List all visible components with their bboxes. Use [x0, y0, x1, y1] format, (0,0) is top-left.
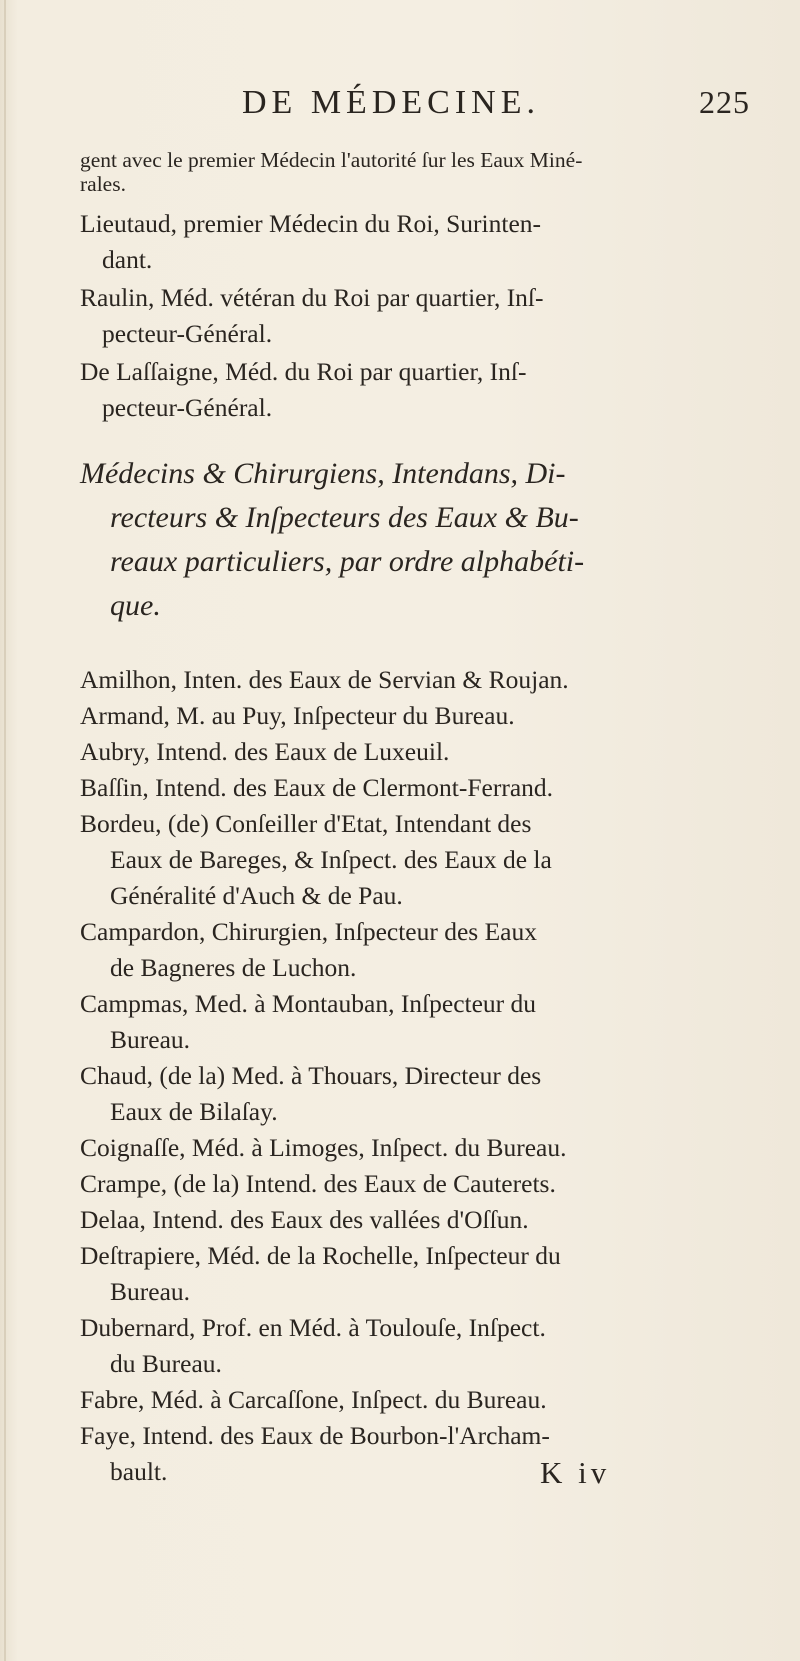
officer-entry: [80, 354, 752, 426]
entry-line: pecteur-Général.: [102, 393, 273, 422]
entry-line: Campmas, Med. à Montauban, Inſpecteur du: [80, 989, 537, 1018]
list-item: [80, 1382, 752, 1418]
entry-line: Crampe, (de la) Intend. des Eaux de Cauterets.: [80, 1169, 556, 1198]
entry-line: Aubry, Intend. des Eaux de Luxeuil.: [80, 737, 450, 766]
entry-line: Armand, M. au Puy, Inſpecteur du Bureau.: [80, 701, 515, 730]
list-item: [80, 986, 752, 1058]
list-item: [80, 1238, 752, 1310]
heading-line: que.: [110, 589, 161, 622]
entry-line: Baſſin, Intend. des Eaux de Clermont-Ferrand.: [80, 773, 554, 802]
alphabetical-list: [80, 662, 752, 1490]
list-item: [80, 1130, 752, 1166]
entry-line: Bureau.: [110, 1025, 191, 1054]
entry-line: Amilhon, Inten. des Eaux de Servian & Roujan.: [80, 665, 569, 694]
page-number: 225: [699, 84, 750, 120]
page-gutter: [4, 0, 6, 1661]
entry-line: Faye, Intend. des Eaux de Bourbon-l'Archam-: [80, 1421, 550, 1450]
entry-line: Delaa, Intend. des Eaux des vallées d'Oſſun.: [80, 1205, 529, 1234]
page-header: [80, 84, 750, 132]
list-item: [80, 914, 752, 986]
list-item: [80, 770, 752, 806]
entry-line: De Laſſaigne, Méd. du Roi par quartier, Inſ-: [80, 357, 527, 386]
entry-line: Deſtrapiere, Méd. de la Rochelle, Inſpecteur du: [80, 1241, 561, 1270]
section-heading: [80, 452, 752, 628]
entry-line: Fabre, Méd. à Carcaſſone, Inſpect. du Bureau.: [80, 1385, 547, 1414]
list-item: [80, 1418, 752, 1490]
heading-line: recteurs & Inſpecteurs des Eaux & Bu-: [110, 501, 579, 534]
list-item: [80, 1310, 752, 1382]
entry-line: Eaux de Bilaſay.: [110, 1097, 278, 1126]
entry-line: de Bagneres de Luchon.: [110, 953, 357, 982]
entry-line: bault.: [110, 1457, 168, 1486]
page-content: [80, 148, 752, 1490]
list-item: [80, 1058, 752, 1130]
list-item: [80, 734, 752, 770]
entry-line: Eaux de Bareges, & Inſpect. des Eaux de la: [110, 845, 552, 874]
entry-line: Dubernard, Prof. en Méd. à Toulouſe, Inſpect.: [80, 1313, 546, 1342]
running-head: DE MÉDECINE.: [242, 84, 540, 121]
list-item: [80, 1166, 752, 1202]
entry-line: Coignaſſe, Méd. à Limoges, Inſpect. du Bureau.: [80, 1133, 567, 1162]
entry-line: Bureau.: [110, 1277, 191, 1306]
officer-entry: [80, 206, 752, 278]
entry-line: Campardon, Chirurgien, Inſpecteur des Eaux: [80, 917, 537, 946]
officers-list: [80, 206, 752, 426]
entry-line: Généralité d'Auch & de Pau.: [110, 881, 403, 910]
officer-entry: [80, 280, 752, 352]
entry-line: Lieutaud, premier Médecin du Roi, Surinten-: [80, 209, 542, 238]
entry-line: Chaud, (de la) Med. à Thouars, Directeur des: [80, 1061, 542, 1090]
list-item: [80, 698, 752, 734]
list-item: [80, 1202, 752, 1238]
intro-text: [80, 148, 752, 196]
entry-line: Bordeu, (de) Conſeiller d'Etat, Intendant des: [80, 809, 532, 838]
entry-line: dant.: [102, 245, 153, 274]
entry-line: du Bureau.: [110, 1349, 222, 1378]
heading-line: Médecins & Chirurgiens, Intendans, Di-: [80, 457, 566, 490]
heading-line: reaux particuliers, par ordre alphabéti-: [110, 545, 585, 578]
intro-line: rales.: [80, 172, 126, 196]
list-item: [80, 662, 752, 698]
list-item: [80, 806, 752, 914]
entry-line: pecteur-Général.: [102, 319, 273, 348]
signature-mark: K iv: [540, 1455, 611, 1490]
entry-line: Raulin, Méd. vétéran du Roi par quartier, Inſ-: [80, 283, 544, 312]
intro-line: gent avec le premier Médecin l'autorité ſur les Eaux Miné-: [80, 148, 583, 172]
